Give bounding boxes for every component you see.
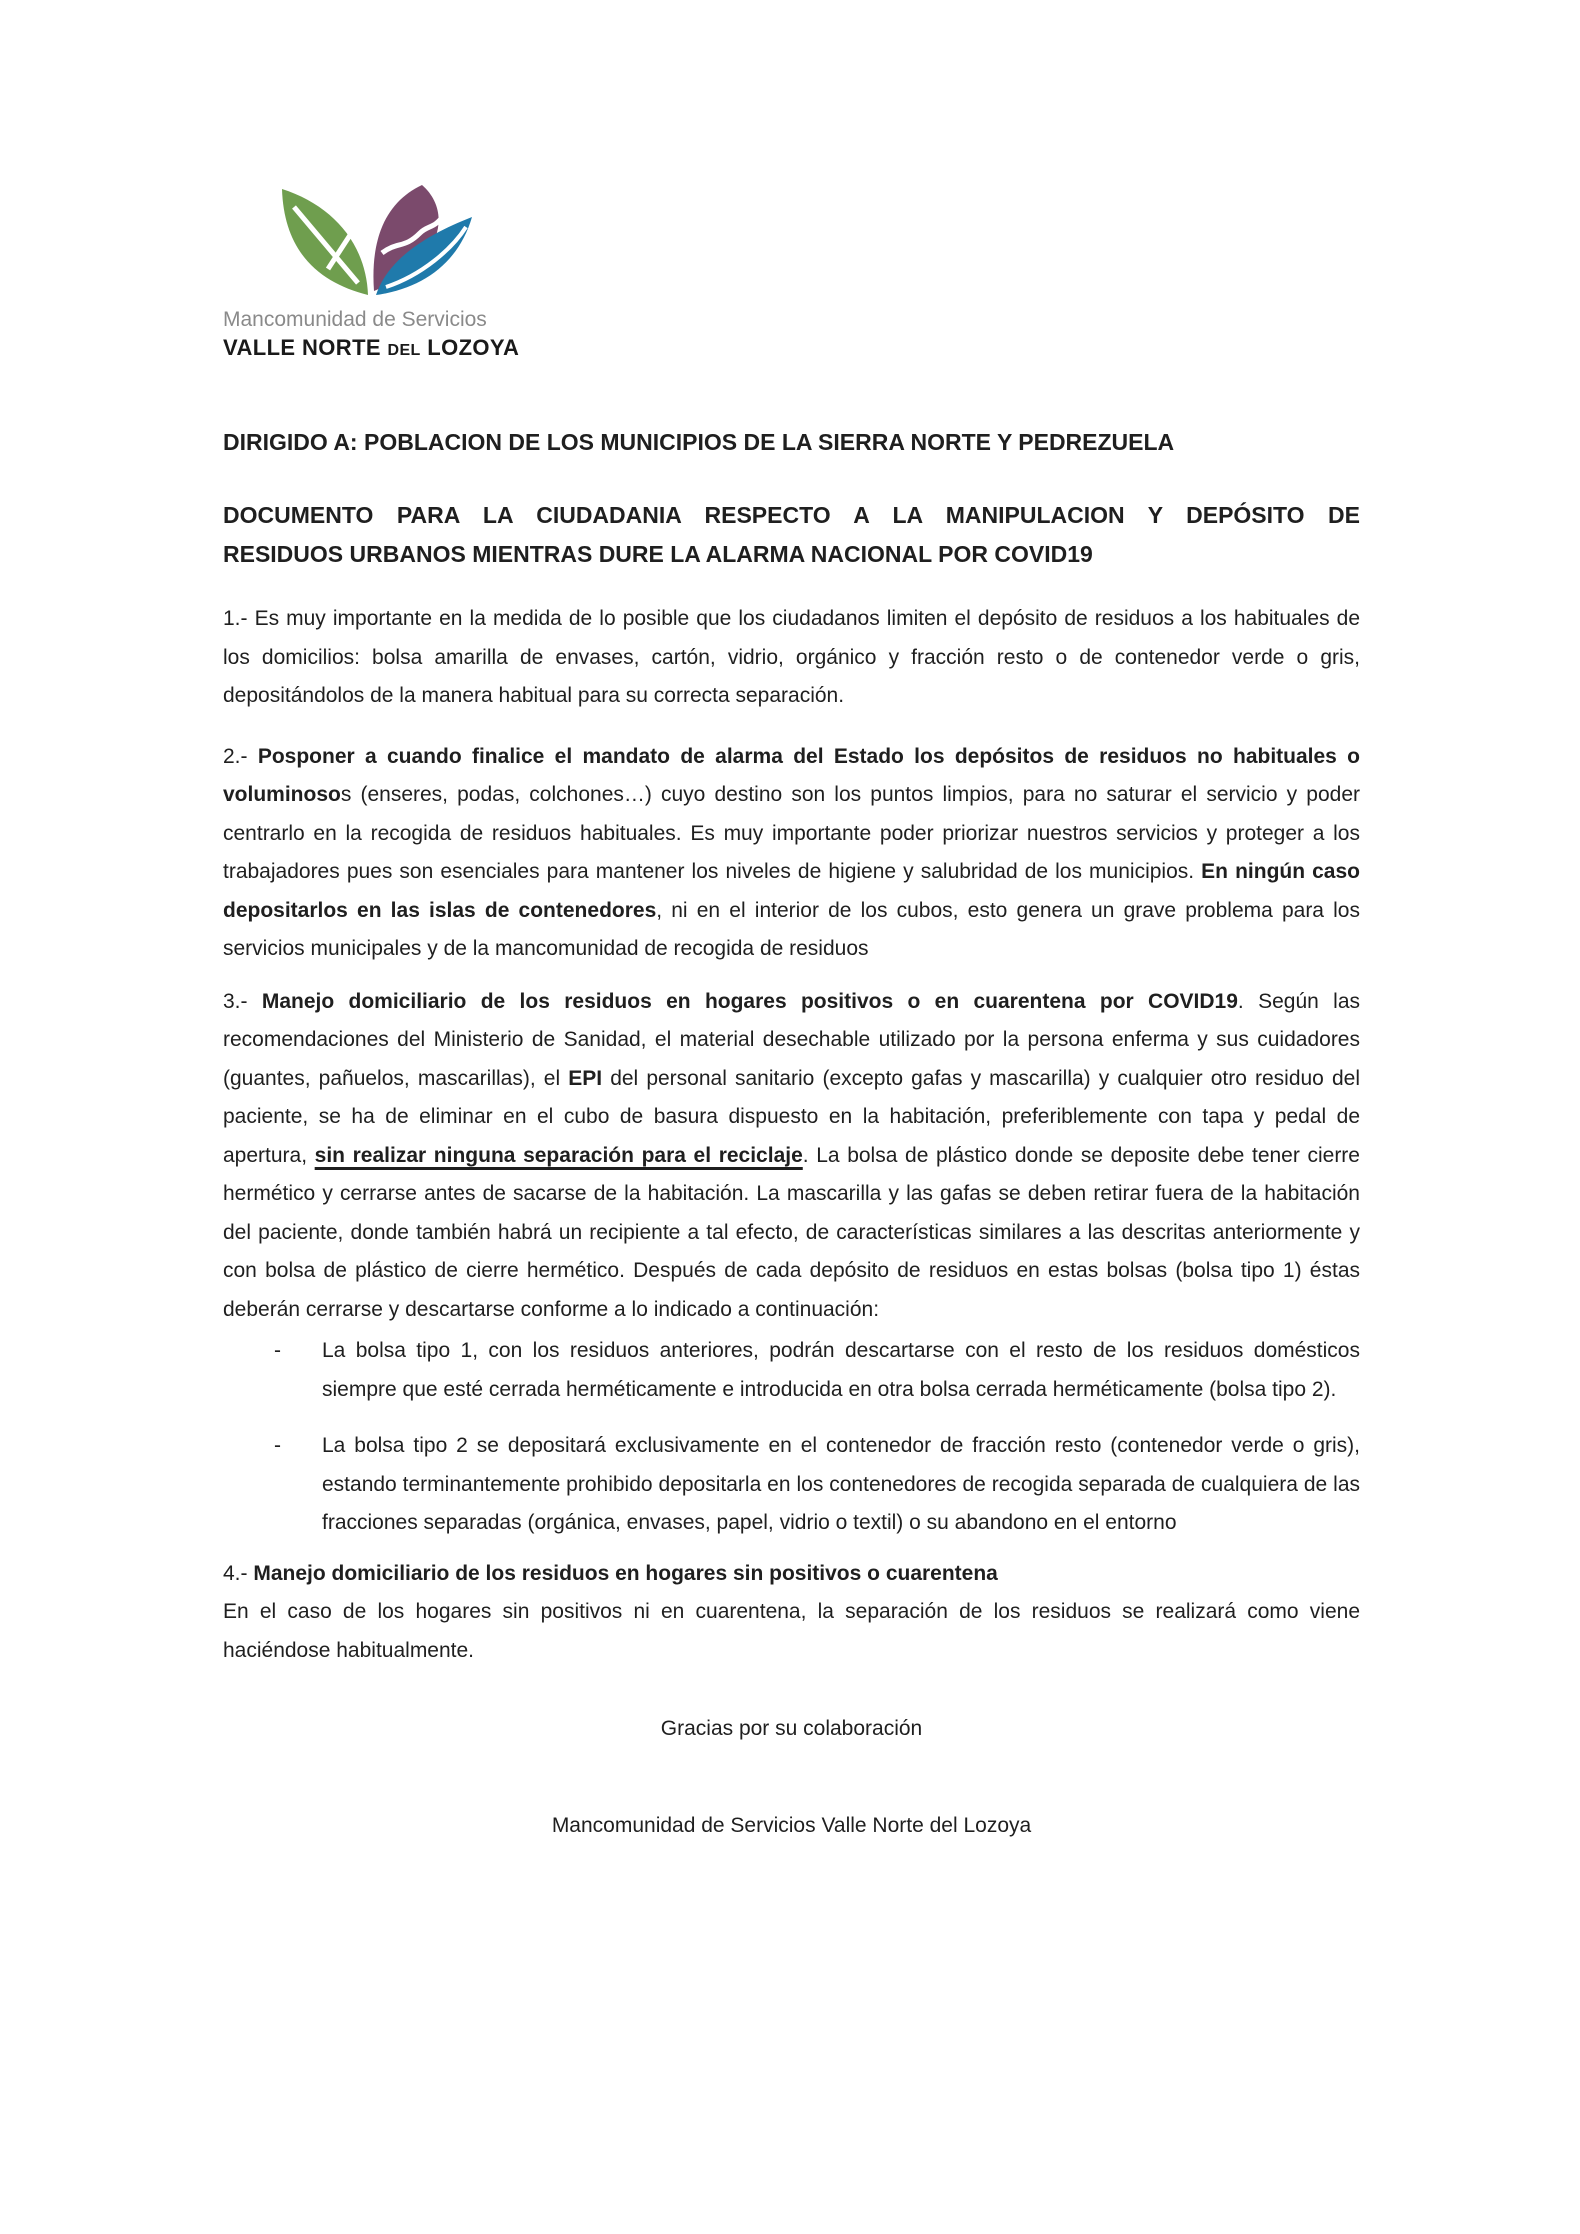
org-name-line2-del: DEL: [387, 342, 421, 359]
bullet-item-1: [223, 1332, 1360, 1409]
closing-signature: Mancomunidad de Servicios Valle Norte del Lozoya: [551, 1813, 1032, 1837]
section-4-title: 4.- Manejo domiciliario de los residuos en hogares sin positivos o cuarentena: [223, 1561, 998, 1585]
paragraph-3: 3.- Manejo domiciliario de los residuos en hogares positivos o en cuarentena por COVID19. Según las recomendaciones del Ministerio de Sanidad, el material desechable utilizado por la persona enferma y sus cuidadores (guantes, pañuelos, mascarillas), el EPI del personal sanitario (excepto gafas y mascarilla) y cualquier otro residuo del paciente, se ha de eliminar en el cubo de basura dispuesto en la habitación, preferiblemente con tapa y pedal de apertura, sin realizar ninguna separación para el reciclaje. La bolsa de plástico donde se deposite debe tener cierre hermético y cerrarse antes de sacarse de la habitación. La mascarilla y las gafas se deben retirar fuera de la habitación del paciente, donde también habrá un recipiente a tal efecto, de características similares a las descritas anteriormente y con bolsa de plástico de cierre hermético. Después de cada depósito de residuos en estas bolsas (bolsa tipo 1) éstas deberán cerrarse y descartarse conforme a lo indicado a continuación:: [223, 989, 1360, 1321]
org-name-line2-a: VALLE NORTE: [223, 335, 388, 360]
bullet-item-2: [223, 1427, 1360, 1543]
doc-subtitle-line2: RESIDUOS URBANOS MIENTRAS DURE LA ALARMA NACIONAL POR COVID19: [223, 540, 1093, 567]
doc-subtitle: [223, 496, 1360, 573]
doc-title: DIRIGIDO A: POBLACION DE LOS MUNICIPIOS DE LA SIERRA NORTE Y PEDREZUELA: [223, 429, 1175, 455]
bullet-text: La bolsa tipo 1, con los residuos anteriores, podrán descartarse con el resto de los residuos domésticos siempre que esté cerrada herméticamente e introducida en otra bolsa cerrada herméticamente (bolsa tipo 2).: [322, 1339, 1360, 1401]
doc-subtitle-line1: DOCUMENTO PARA LA CIUDADANIA RESPECTO A LA MANIPULACION Y DEPÓSITO DE: [223, 502, 1360, 528]
org-name-line1: Mancomunidad de Servicios: [223, 308, 487, 331]
section-4-body: En el caso de los hogares sin positivos ni en cuarentena, la separación de los residuos se realizará como viene haciéndose habitualmente.: [223, 1600, 1360, 1662]
bullet-marker: -: [274, 1434, 281, 1457]
paragraph-1: 1.- Es muy importante en la medida de lo posible que los ciudadanos limiten el depósito de residuos a los habituales de los domicilios: bolsa amarilla de envases, cartón, vidrio, orgánico y fracción resto o de contenedor verde o gris, depositándolos de la manera habitual para su correcta separación.: [223, 607, 1360, 707]
org-name-line2-b: LOZOYA: [420, 335, 520, 360]
document-content: [223, 0, 1360, 1845]
logo-leaves-icon: [270, 183, 475, 298]
bullet-list: [223, 1332, 1360, 1543]
paragraph-2: 2.- Posponer a cuando finalice el mandato de alarma del Estado los depósitos de residuos no habituales o voluminosos (enseres, podas, colchones…) cuyo destino son los puntos limpios, para no saturar el servicio y poder centrarlo en la recogida de residuos habituales. Es muy importante poder priorizar nuestros servicios y proteger a los trabajadores pues son esenciales para mantener los niveles de higiene y salubridad de los municipios. En ningún caso depositarlos en las islas de contenedores, ni en el interior de los cubos, esto genera un grave problema para los servicios municipales y de la mancomunidad de recogida de residuos: [223, 744, 1360, 960]
bullet-text: La bolsa tipo 2 se depositará exclusivamente en el contenedor de fracción resto (contenedor verde o gris), estando terminantemente prohibido depositarla en los contenedores de recogida separada de cualquiera de las fracciones separadas (orgánica, envases, papel, vidrio o textil) o su abandono en el entorno: [322, 1434, 1360, 1534]
closing-thanks: Gracias por su colaboración: [660, 1717, 923, 1740]
logo: [223, 0, 1360, 364]
org-name-line2: [223, 335, 1360, 364]
bullet-marker: -: [274, 1339, 281, 1362]
